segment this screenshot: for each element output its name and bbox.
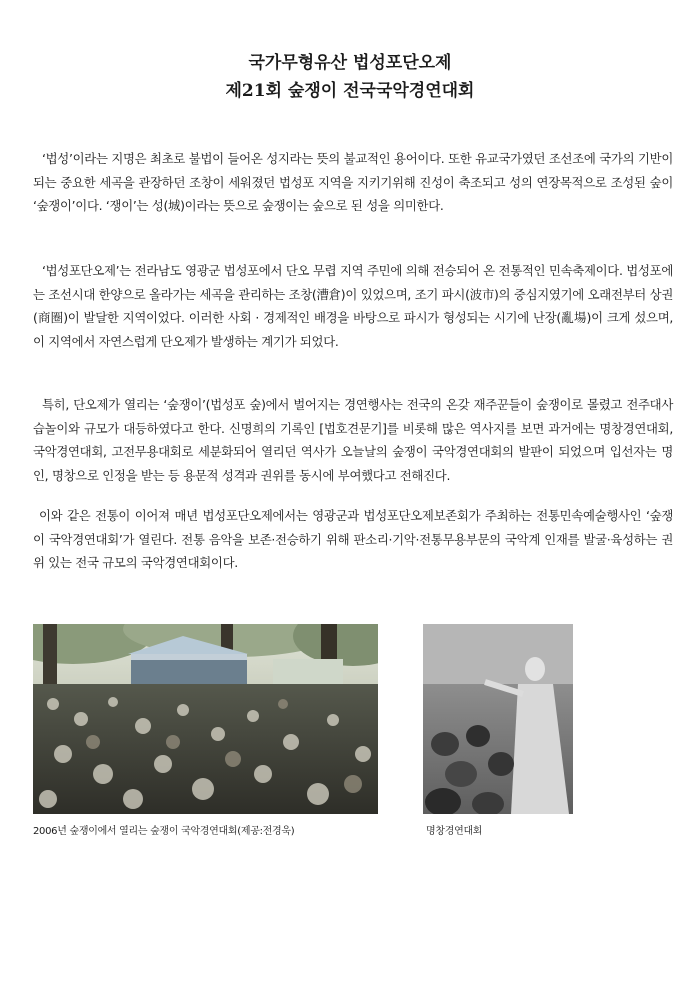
paragraph-competition-today: 이와 같은 전통이 이어져 매년 법성포단오제에서는 영광군과 법성포단오제보존회가 주최하는 전통민속예술행사인 ‘숲쟁이 국악경연대회’가 열린다. 전통 음악을 보존·전승하기 위해 판소리·기악·전통무용부문의 국악계 인재를 발굴·육성하는 권위 있는 전국 규모의 국악경연대회이다. bbox=[33, 508, 673, 570]
paragraph-dano-festival: ‘법성포단오제’는 전라남도 영광군 법성포에서 단오 무렵 지역 주민에 의해 전승되어 온 전통적인 민속축제이다. 법성포에는 조선시대 한양으로 올라가는 세곡을 관리하는 조창(漕倉)이 있었으며, 조기 파시(波市)의 중심지였기에 오래전부터 상권(商圈)이 발달한 지역이었다. 이러한 사회 · 경제적인 배경을 바탕으로 파시가 형성되는 시기에 난장(亂場)이 크게 섰으며, 이 지역에서 자연스럽게 단오제가 발생하는 계기가 되었다. bbox=[33, 263, 673, 349]
crowd-photo bbox=[33, 624, 378, 814]
singer-photo bbox=[423, 624, 573, 814]
paragraph-competition-history: 특히, 단오제가 열리는 ‘숲쟁이’(법성포 숲)에서 벌어지는 경연행사는 전국의 온갖 재주꾼들이 숲쟁이로 몰렸고 전주대사습놀이와 규모가 대등하였다고 한다. 신명희의 기록인 [법호견문기]를 비롯해 많은 역사지를 보면 과거에는 명창경연대회, 국악경연대회, 고전무용대회로 세분화되어 열리던 역사가 오늘날의 숲쟁이 국악경연대회의 발판이 되었으며 입선자는 명인, 명창으로 인정을 받는 등 용문적 성격과 권위를 동시에 부여했다고 전해진다. bbox=[33, 397, 673, 483]
document-subtitle: 제21회 숲쟁이 전국국악경연대회 bbox=[225, 81, 475, 101]
paragraph-beopseong-name: ‘법성’이라는 지명은 최초로 불법이 들어온 성지라는 뜻의 불교적인 용어이다. 또한 유교국가였던 조선조에 국가의 기반이 되는 중요한 세곡을 관장하던 조창이 세워졌던 법성포 지역을 지키기위해 진성이 축조되고 성의 연장목적으로 조성된 숲이 ‘숲쟁이’이다. ‘쟁이’는 성(城)이라는 뜻으로 숲쟁이는 숲으로 된 성을 의미한다. bbox=[33, 151, 673, 213]
document-title: 국가무형유산 법성포단오제 bbox=[248, 53, 452, 73]
crowd-photo-caption: 2006년 숲쟁이에서 열리는 숲쟁이 국악경연대회(제공:전경욱) bbox=[33, 826, 295, 837]
singer-photo-caption: 명창경연대회 bbox=[426, 826, 483, 837]
